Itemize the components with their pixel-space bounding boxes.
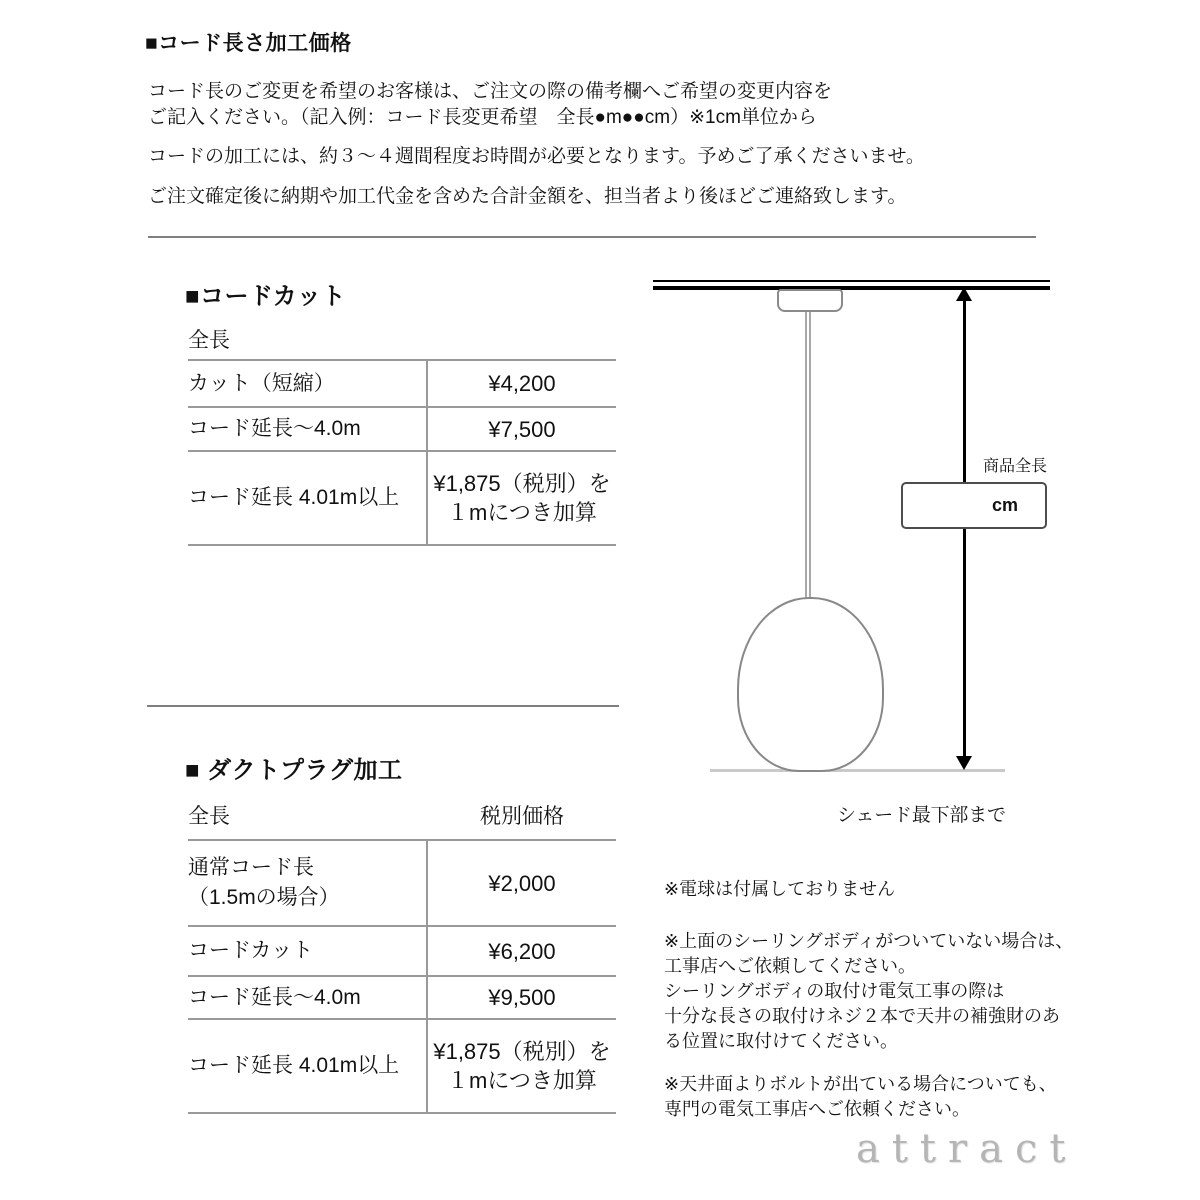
cord-cut-table	[188, 359, 616, 546]
table-row	[188, 925, 616, 975]
section-divider-middle	[147, 705, 619, 707]
note-ceiling-line3: シーリングボディの取付け電気工事の際は	[664, 981, 1005, 1001]
note-ceiling-line2: 工事店へご依頼してください。	[664, 956, 916, 976]
note-bolt-line2: 専門の電気工事店へご依頼ください。	[664, 1099, 970, 1119]
ceiling-line-thick	[653, 286, 1050, 290]
intro-paragraph-3: ご注文確定後に納期や加工代金を含めた合計金額を、担当者より後ほどご連絡致します。	[148, 186, 907, 207]
lamp-shade-shape	[737, 597, 884, 772]
row-price-line2: １mにつき加算	[447, 1068, 597, 1093]
row-price	[428, 1020, 616, 1112]
note-ceiling-line4: 十分な長さの取付けネジ２本で天井の補強財のあ	[664, 1006, 1060, 1026]
row-price: ¥6,200	[488, 938, 556, 964]
note-bolt	[664, 1072, 1057, 1122]
lamp-cord-shape	[805, 311, 811, 598]
duct-plug-table	[188, 839, 616, 1114]
page-title: ■コード長さ加工価格	[145, 32, 352, 55]
cord-cut-heading: ■コードカット	[185, 283, 347, 310]
row-label: コード延長 4.01m以上	[188, 452, 428, 544]
note-ceiling-line1: ※上面のシーリングボディがついていない場合は、	[664, 931, 1074, 951]
unit-label: cm	[991, 495, 1018, 515]
row-price-line1: ¥1,875（税別）を	[433, 1039, 611, 1064]
table-row	[188, 1018, 616, 1112]
row-label-line2: （1.5mの場合）	[188, 886, 340, 909]
intro-paragraph-1	[148, 79, 832, 131]
row-label: コード延長 4.01m以上	[188, 1020, 428, 1112]
row-price: ¥4,200	[488, 371, 556, 396]
table-row	[188, 975, 616, 1018]
note-bolt-line1: ※天井面よりボルトが出ている場合についても、	[664, 1074, 1057, 1094]
ceiling-line-thin	[653, 280, 1050, 282]
row-price: ¥2,000	[488, 870, 556, 896]
table-row	[188, 450, 616, 544]
section-divider-top	[148, 236, 1036, 238]
table-row	[188, 841, 616, 925]
duct-plug-column-header-right: 税別価格	[480, 805, 564, 828]
duct-plug-heading: ■ ダクトプラグ加工	[185, 757, 403, 784]
attract-logo: attract	[856, 1126, 1078, 1172]
intro-paragraph-2: コードの加工には、約３～４週間程度お時間が必要となります。予めご了承くださいませ。	[148, 146, 925, 167]
row-price: ¥9,500	[488, 985, 556, 1010]
cord-cut-column-header: 全長	[188, 329, 230, 352]
measure-arrow-head-up-icon	[956, 287, 972, 301]
row-price	[428, 452, 616, 544]
intro-p1-line2: ご記入ください。（記入例：コード長変更希望 全長●m●●cm）※1cm単位から	[148, 107, 817, 128]
row-label: コード延長～4.0m	[188, 977, 428, 1018]
ceiling-canopy-shape	[777, 289, 843, 312]
row-label-line1: 通常コード長	[188, 856, 314, 879]
product-length-label: 商品全長	[983, 458, 1048, 475]
measure-arrow-head-down-icon	[956, 756, 972, 770]
row-price-line2: １mにつき加算	[447, 500, 597, 525]
diagram-caption: シェード最下部まで	[837, 805, 1006, 826]
row-price: ¥7,500	[488, 416, 556, 442]
table-row	[188, 406, 616, 450]
measure-value-box	[901, 482, 1047, 529]
row-price-line1: ¥1,875（税別）を	[433, 471, 611, 496]
table-row	[188, 361, 616, 406]
note-bulb: ※電球は付属しておりません	[664, 879, 896, 899]
row-label: カット（短縮）	[188, 361, 428, 406]
intro-p1-line1: コード長のご変更を希望のお客様は、ご注文の際の備考欄へご希望の変更内容を	[148, 81, 833, 102]
note-ceiling-body	[664, 929, 1073, 1054]
duct-plug-column-header-left: 全長	[188, 805, 230, 828]
row-label: コードカット	[188, 927, 428, 975]
note-ceiling-line5: る位置に取付けてください。	[664, 1031, 898, 1051]
row-label: コード延長～4.0m	[188, 408, 428, 450]
row-label	[188, 841, 428, 925]
